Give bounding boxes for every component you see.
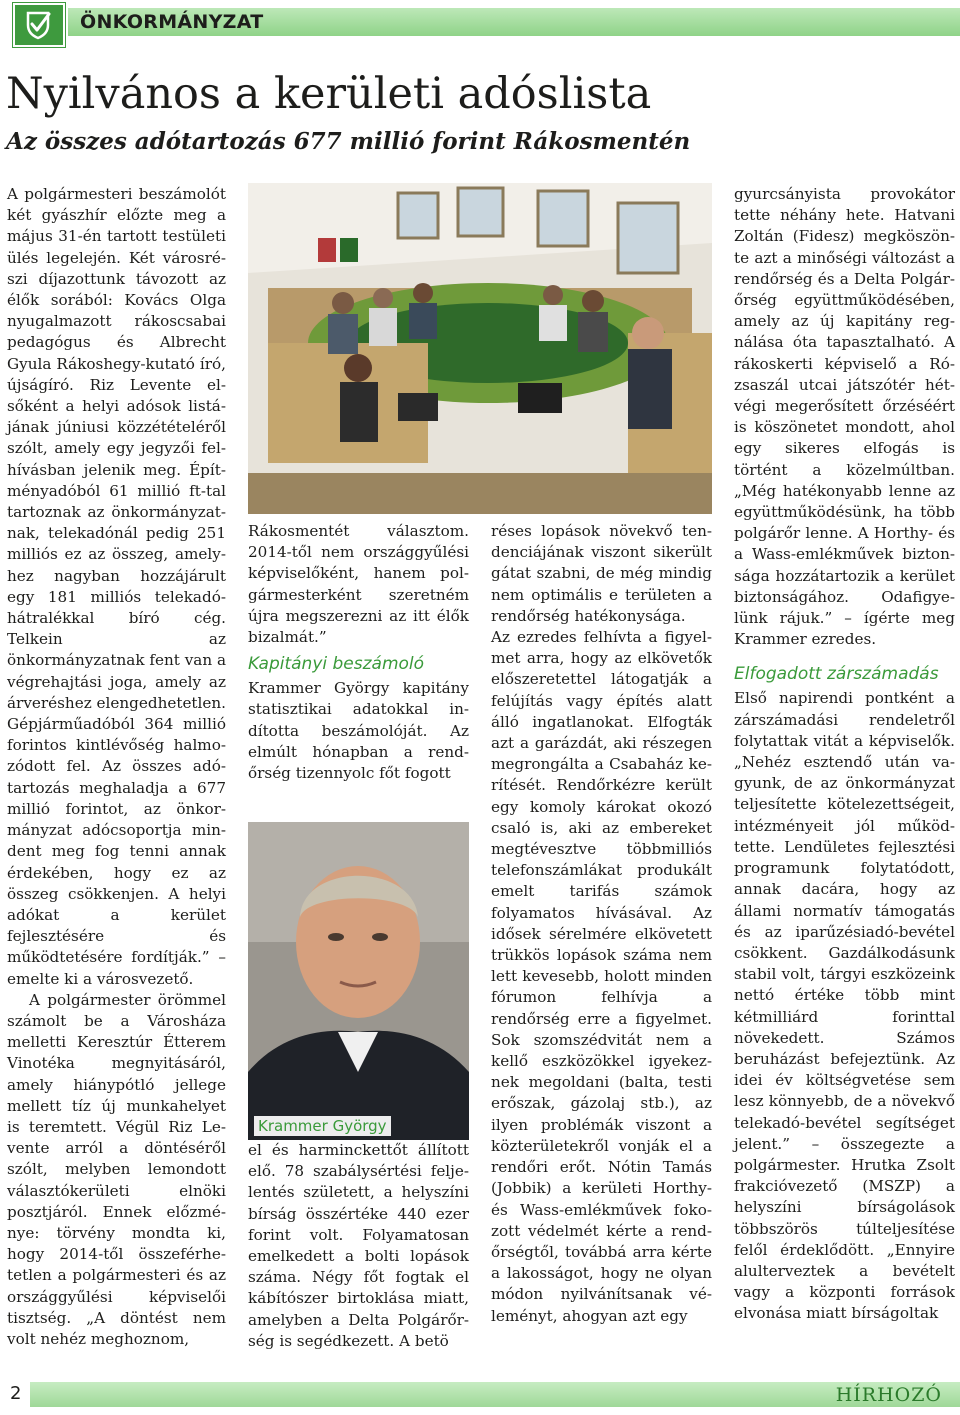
portrait-photo <box>248 822 469 1140</box>
logo <box>13 3 65 47</box>
section-banner <box>68 8 960 36</box>
paragraph: gyurcsányista provokátor tette néhány hete. Hatvani Zoltán (Fidesz) megköszönte azt a minőségi változást a rendőrség és a Delta Polgárőrség együttműködésében, amely az új kapitány regnálása óta tapasztalható. A rákoskerti képviselő a Rózsaszál utcai játszótér hétvégi megerősített őrzéséért is köszönetet mondott, ahol egy sikeres elfogás is történt a közelmúltban. „Még hatékonyabb lenne az együttműködésünk, ha több polgárőr lenne. A Horthy- és a Wass-emlékművek biztonsága hozzátartozik a kerület biztonságához. Odafigyelünk rájuk.” – ígérte meg Krammer ezredes. <box>734 185 955 649</box>
page-number: 2 <box>10 1383 22 1404</box>
section-label: ÖNKORMÁNYZAT <box>80 11 264 33</box>
paragraph: Krammer György kapitány statisztikai adatokkal indította beszámolóját. Az elmúlt hónapban a rendőrség tizennyolc főt fogott <box>248 679 469 783</box>
section-heading-kapitanyi: Kapitányi beszámoló <box>248 654 425 675</box>
meeting-illustration <box>248 183 712 514</box>
column-1 <box>7 184 226 1350</box>
portrait-illustration <box>248 822 469 1140</box>
page-footer <box>30 1382 960 1407</box>
council-meeting-photo <box>248 183 712 514</box>
paragraph: réses lopások növekvő tendenciájának viszont sikerült gátat szabni, de még mindig nem optimális e területen a rendőrség hatékonysága. <box>491 522 712 625</box>
paragraph: Az ezredes felhívta a figyelmet arra, hogy az elkövetők előszeretettel látogatják a felújítás vagy építés alatt álló ingatlanokat. Elfogták azt a garázdát, aki részegen megrongálta a Csabaház kerítését. Rendőrkézre került egy komoly károkat okozó csaló is, aki az embereket megtévesztve többmilliós telefonszámlákat produkált emelt tarifás számok folyamatos hívásával. Az idősek sérelmére elkövetett trükkös lopások száma nem lett kevesebb, holott minden fórumon felhívja a rendőrség erre a figyelmet. Sok szomszédvitát nem a kellő eszközökkel igyekeznek megoldani (balta, testi erőszak, gázolaj stb.), az ilyen problémák viszont a közterületekről vonják el a rendőri erőt. Nótin Tamás (Jobbik) a kerületi Horthy- és Wass-emlékművek fokozott védelmét kérte a rendőrségtől, továbbá arra kérte a lakosságot, hogy ne olyan módon nyilvánítsanak véleményt, ahogyan azt egy <box>491 628 712 1325</box>
paragraph: A polgármester örömmel számolt be a Városháza melletti Keresztúr Étterem Vinotéka megnyitásáról, amely hiánypótló jellege mellett tíz új munkahelyet is teremtett. Végül Riz Levente arról a döntéséről szólt, melyben lemondott választókerületi elnöki posztjáról. Ennek előzménye: törvény mondta ki, hogy 2014-től összeférhetetlen a polgármesteri és az országgyűlési képviselői tisztség. „A döntést nem volt nehéz meghoznom, <box>7 990 226 1348</box>
column-4 <box>734 184 955 1325</box>
page-header <box>0 0 960 46</box>
section-heading-zarszamadas: Elfogadott zárszámadás <box>734 664 939 685</box>
publication-name: HÍRHOZÓ <box>835 1384 942 1406</box>
column-3 <box>491 521 712 1327</box>
paragraph: el és harminckettőt állított elő. 78 szabálysértési feljelentés született, a helyszíni bírság összértéke 440 ezer forint volt. Folyamatosan emelkedett a bolti lopások száma. Négy főt fogtak el kábítószer birtoklása miatt, amelyben a Delta Polgárőrség is segédkezett. A betö <box>248 1141 469 1350</box>
shield-check-icon <box>25 10 51 40</box>
paragraph: Rákosmentét választom. 2014-től nem országgyűlési képviselőként, hanem polgármesterként szeretném újra megszerezni az itt élők bizalmát.” <box>248 522 469 647</box>
column-2 <box>248 521 469 784</box>
column-2-bottom <box>248 1140 469 1352</box>
article-title: Nyilvános a kerületi adóslista <box>6 69 652 119</box>
paragraph: Első napirendi pontként a zárszámadási rendeletről folytattak vitát a képviselők. „Nehéz esztendő után vagyunk, de az önkormányzat teljesítette kötelezettségeit, intézményeit jól működtette. Lendületes fejlesztési programunk folytatódott, annak dacára, hogy az állami normatív támogatás és az iparűzésiadó-bevétel csökkent. Gazdálkodásunk stabil volt, tárgyi eszközeink nettó értéke több mint kétmilliárd forinttal növekedett. Számos beruházást befejeztünk. Az idei év költségvetése sem lesz könnyebb, de a növekvő telekadó-bevétel segítséget jelent.” – összegezte a polgármester. Hrutka Zsolt frakcióvezető (MSZP) a helyszíni bírságolások többszörös túlteljesítése felől érdeklődött. „Ennyire alulterveztek a bevételt vagy a központi források elvonása miatt bírságoltak <box>734 689 955 1323</box>
article-subtitle: Az összes adótartozás 677 millió forint Rákosmentén <box>6 128 691 155</box>
paragraph: A polgármesteri beszámolót két gyászhír előzte meg a május 31-én tartott testületi ülés legelején. Két városrészi díjazottunk távozott az élők sorából: Kovács Olga nyugalmazott rákoscsabai pedagógus és Albrecht Gyula Rákoshegy-kutató író, újságíró. Riz Levente elsőként a helyi adósok listájának júniusi közzétételéről szólt, amely egy jegyzői felhívásban jelenik meg. Építményadóból 61 millió ft-tal tartoznak az önkormányzatnak, telekadónál pedig 251 milliós ez az összeg, amelyhez nagyban hozzájárult egy 181 milliós telekadó-hátralékkal bíró cég. Telkein az önkormányzatnak fent van a végrehajtási joga, amely az árveréshez elengedhetetlen. Gépjárműadóból 364 millió forintos kintlévőség halmozódott fel. Az összes adótartozás meghaladja a 677 millió forintot, az önkormányzat adócsoportja mindent meg fog tenni annak érdekében, hogy ez az összeg csökkenjen. A helyi adókat a kerület fejlesztésére és működtetésére fordítják.” – emelte ki a városvezető. <box>7 185 226 988</box>
photo-caption: Krammer György <box>254 1116 391 1136</box>
